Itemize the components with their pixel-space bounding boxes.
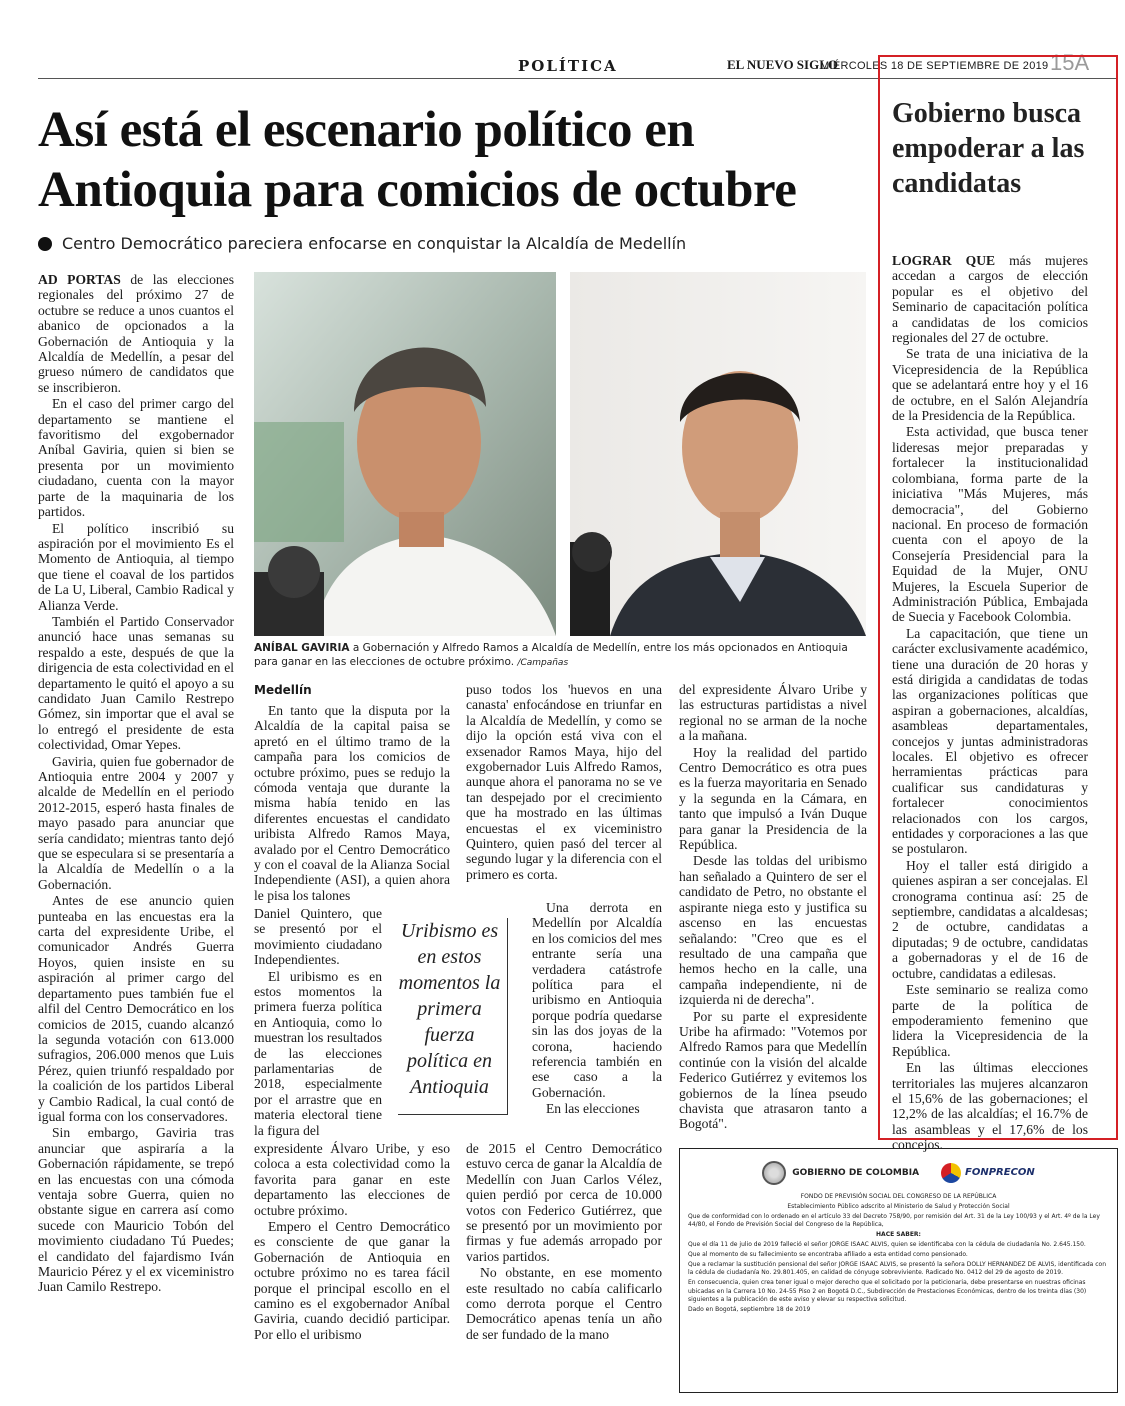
paragraph: LOGRAR QUE más mujeres accedan a cargos de elección popular es el objetivo del Seminario de capacitación política a candidatas de los comicios regionales del 27 de octubre.	[892, 253, 1088, 346]
paragraph: No obstante, en ese momento este resultado no cabía calificarlo como derrota porque el Centro Democrático apenas tenía un año de ser fundado de la mano	[466, 1265, 662, 1342]
paragraph: En tanto que la disputa por la Alcaldía de la capital paisa se apretó en el último tramo de la campaña para los comicios de octubre próximo, pues se redujo la cómoda ventaja que durante la misma había tenido en las diferentes encuestas el candidato uribista Alfredo Ramos Maya, avalado por el Centro Democrático y con el coaval de la Alianza Social Independiente (ASI), a quien ahora le pisa los talones	[254, 703, 450, 903]
lead-in: AD PORTAS	[38, 272, 121, 287]
paragraph: Este seminario se realiza como parte de la política de empoderamiento femenino que lidera la Vicepresidencia de la República.	[892, 982, 1088, 1059]
column-2-top	[254, 703, 450, 904]
notice-item: Que el día 11 de julio de 2019 falleció el señor JORGE ISAAC ALVIS, quien se identificaba con la cédula de ciudadanía No. 2.645.150.	[688, 1241, 1086, 1249]
paragraph: Gaviria, quien fue gobernador de Antioquia entre 2004 y 2007 y alcalde de Medellín en el periodo 2012-2015, esperó hasta finales de mayo pasado para anunciar que sería candidato; mientras tanto dejó que se especulara si se presentaría a la Alcaldía de Medellín o a la Gobernación.	[38, 753, 234, 892]
paragraph: Antes de ese anuncio quien punteaba en las encuestas era la carta del expresidente Uribe, el comunicador Andrés Guerra Hoyos, quien insiste en su aspiración al primer cargo del departamento pues también fue el alfil del Centro Democrático en los comicios de 2015, cuando alcanzó la segunda votación con 613.000 sufragios, 206.000 menos que Luis Pérez, quien triunfó respaldado por la coalición de los partidos Liberal y Cambio Radical, la cual contó de igual forma con los conservadores.	[38, 893, 234, 1124]
fonprecon-logo: FONPRECON	[941, 1163, 1035, 1183]
paragraph: Empero el Centro Democrático es consciente de que ganar la Gobernación de Antioquia en octubre próximo no es tarea fácil porque el principal escollo en el camino es el exgobernador Aníbal Gaviria, cuando decidió participar. Por ello el uribismo	[254, 1219, 450, 1342]
paragraph: Sin embargo, Gaviria tras anunciar que aspiraría a la Gobernación rápidamente, se trepó en las encuestas con una cómoda ventaja sobre Guerra, quien no obstante sigue en carrera así como sucede con Mauricio Tobón del movimiento ciudadano Tú Puedes; el candidato del fajardismo Iván Mauricio Pérez y el ex viceministro Juan Camilo Restrepo.	[38, 1125, 234, 1295]
paragraph: En las elecciones	[546, 1101, 640, 1117]
sidebar-lead-in: LOGRAR QUE	[892, 253, 996, 268]
paragraph: de 2015 el Centro Democrático estuvo cerca de ganar la Alcaldía de Medellín con Juan Carlos Vélez, quien perdió por cerca de 10.000 votos con Federico Gutiérrez, que se presentó por un movimiento por firmas y fue además arropado por varios partidos.	[466, 1141, 662, 1264]
subhead-text: Centro Democrático pareciera enfocarse en conquistar la Alcaldía de Medellín	[62, 234, 687, 253]
photo-anibal-gaviria	[254, 272, 556, 636]
paragraph: Hoy la realidad del partido Centro Democrático es otra pues es la fuerza mayoritaria en Senado y la segunda en la Cámara, en tanto que impulsó a Iván Duque para ganar la Presidencia de la República.	[679, 744, 867, 853]
sidebar-body	[892, 253, 1088, 1154]
column-2-narrow	[254, 906, 382, 1139]
pull-quote: Uribismo es en estos momentos la primera fuerza política en Antioquia	[398, 918, 508, 1115]
paragraph: En el caso del primer cargo del departamento se mantiene el favoritismo del exgobernador Aníbal Gaviria, quien si bien se presenta por un movimiento ciudadano, cuenta con la mayor parte de la maquinaria de los partidos.	[38, 396, 234, 520]
paragraph: Esta actividad, que busca tener lideresas mejor preparadas y fortalecer la institucionalidad colombiana, forma parte de la iniciativa "Más Mujeres, más democracia", del Gobierno nacional. En proceso de formación cuenta con el apoyo de la Consejería Presidencial para la Equidad de la Mujer, ONU Mujeres, la Escuela Superior de Administración Pública, Embajada de Suecia y Facebook Colombia.	[892, 424, 1088, 625]
photo-caption: ANÍBAL GAVIRIA a Gobernación y Alfredo Ramos a Alcaldía de Medellín, entre los más opcionados en Antioquia para ganar en las elecciones de octubre próximo. /Campañas	[254, 642, 848, 668]
column-3-top	[466, 682, 662, 883]
notice-hace-saber: HACE SABER:	[876, 1231, 921, 1239]
paragraph: puso todos los 'huevos en una canasta' enfocándose en triunfar en la Alcaldía de Medellín, y como se dijo la opción está viva con el exsenador Ramos Maya, hijo del exgobernador Luis Alfredo Ramos, aunque ahora el panorama no se ve tan despejado por el crecimiento que ha mostrado en las últimas encuestas el ex viceministro Quintero, quien pasó del tercer al segundo lugar y la diferencia con el primero es corta.	[466, 682, 662, 882]
gobierno-logo: GOBIERNO DE COLOMBIA	[762, 1161, 919, 1185]
paragraph: Hoy el taller está dirigido a quienes aspiran a ser concejalas. El cronograma continua así: 25 de septiembre, candidatas a alcaldesas; 2 de octubre, candidatas a diputadas; 9 de octubre, candidatas a gobernadoras y el de 16 de octubre, candidatas a edilesas.	[892, 857, 1088, 981]
fonprecon-mark-icon	[941, 1163, 961, 1183]
paragraph: También el Partido Conservador anunció hace unas semanas su respaldo a este, después de que la dirigencia de esta colectividad en el departamento le quitó el apoyo a su candidato Juan Camilo Restrepo Gómez, sin importar que el aval se lo entregó el presidente de esta colectividad, Omar Yepes.	[38, 613, 234, 753]
subtitle-medellin: Medellín	[254, 683, 312, 697]
paragraph: El uribismo es en estos momentos la primera fuerza política en Antioquia, como lo muestran los resultados de las elecciones parlamentarias de 2018, especialmente por el arrastre que en materia electoral tiene la figura del	[254, 968, 382, 1138]
sidebar-title: Gobierno busca empoderar a las candidatas	[892, 98, 1085, 199]
notice-item: Que al momento de su fallecimiento se encontraba afiliado a esta entidad como pensionado.	[688, 1250, 968, 1258]
column-4	[679, 682, 867, 1133]
photo-credit: /Campañas	[517, 658, 569, 668]
column-3-bottom	[466, 1141, 662, 1343]
paragraph: Una derrota en Medellín por Alcaldía en los comicios del mes entrante sería una verdadera catástrofe política para el uribismo en Antioquia porque podría quedarse sin las dos joyas de la corona, haciendo referencia también en ese caso a la Gobernación.	[532, 900, 662, 1100]
paragraph: Desde las toldas del uribismo han señalado a Quintero de ser el candidato de Petro, no obstante el aspirante niega esto y justifica su ascenso en las encuestas señalando: "Creo que es el resultado de una campaña que hemos hecho en la calle, una campaña independiente, ni de izquierda ni de derecha".	[679, 853, 867, 1008]
masthead: EL NUEVO SIGLO	[727, 57, 838, 72]
paragraph: AD PORTAS de las elecciones regionales del próximo 27 de octubre se reduce a unos cuantos el abanico de opcionados a la Gobernación de Antioquia y la Alcaldía de Medellín, a pesar del grueso número de candidatos que se inscribieron.	[38, 272, 234, 395]
legal-notice	[679, 1148, 1118, 1393]
column-2-bottom	[254, 1141, 450, 1343]
paragraph: En las últimas elecciones territoriales las mujeres alcanzaron el 15,6% de las gobernaciones; el 12,2% de las alcaldías; el 16.7% de las asambleas y el 17,6% de los concejos.	[892, 1060, 1088, 1153]
dateline: MIÉRCOLES 18 DE SEPTIEMBRE DE 2019	[820, 60, 1049, 72]
notice-org: FONDO DE PREVISIÓN SOCIAL DEL CONGRESO DE LA REPÚBLICA	[800, 1193, 997, 1200]
notice-logos	[688, 1155, 1109, 1191]
headline: Así está el escenario político en Antioquia para comicios de octubre	[38, 102, 797, 218]
paragraph: Se trata de una iniciativa de la Vicepresidencia de la República que se adelantará entre hoy y el 16 de octubre, en el Salón Alejandría de la Presidencia de la República.	[892, 346, 1088, 424]
notice-item: En consecuencia, quien crea tener igual o mejor derecho que el solicitado por la peticionaria, debe presentarse en nuestras oficinas ubicadas en la Carrera 10 No. 24-55 Piso 2 en Bogotá D.C., Subdirección de Prestaciones Económicas, dentro de los treinta días (30) siguientes a la publicación de este aviso y elevar su respectiva solicitud.	[688, 1279, 1087, 1303]
paragraph: del expresidente Álvaro Uribe y las estructuras partidistas a nivel regional no se arman de la noche a la mañana.	[679, 682, 867, 744]
paragraph: La capacitación, que tiene un carácter exclusivamente académico, tiene una duración de 20 horas y está dirigida a candidatas de todas las organizaciones políticas que aspiran a gobernaciones, alcaldías, asambleas departamentales, concejos y juntas administradoras locales. El objetivo es ofrecer herramientas prácticas para cualificar sus candidaturas y fortalecer conocimientos relacionados con los cargos, entidades y corporaciones a las que se postularon.	[892, 625, 1088, 857]
paragraph: Daniel Quintero, que se presentó por el movimiento ciudadano Independientes.	[254, 906, 382, 968]
notice-item: Dado en Bogotá, septiembre 18 de 2019	[688, 1305, 811, 1313]
page-number: 15A	[1050, 50, 1090, 75]
subhead	[38, 234, 868, 253]
column-1	[38, 272, 234, 1296]
notice-item: Que a reclamar la sustitución pensional del señor JORGE ISAAC ALVIS, se presentó la señora DOLLY HERNANDEZ DE ALVIS, identificada con la cédula de ciudadanía No. 29.801.405, en calidad de cónyuge sobreviviente. Radicado No. 0412 del 29 de agosto de 2019.	[688, 1260, 1107, 1277]
paragraph: expresidente Álvaro Uribe, y eso coloca a esta colectividad como la favorita para ganar en este departamento las elecciones de octubre próximo.	[254, 1141, 450, 1218]
caption-lead: ANÍBAL GAVIRIA	[254, 642, 350, 654]
column-3-narrow	[532, 900, 662, 1118]
bullet-icon	[38, 237, 52, 251]
coat-of-arms-icon	[762, 1161, 786, 1185]
notice-org-sub: Establecimiento Público adscrito al Ministerio de Salud y Protección Social	[787, 1202, 1010, 1210]
paragraph: Por su parte el expresidente Uribe ha afirmado: "Votemos por Alfredo Ramos para que Medellín continúe con la visión del alcalde Federico Gutiérrez y evitemos los gobiernos de la línea pseudo chavista que atrasaron tanto a Bogotá".	[679, 1008, 867, 1132]
photo-alfredo-ramos	[570, 272, 866, 636]
section-label: POLÍTICA	[518, 57, 618, 75]
notice-intro: Que de conformidad con lo ordenado en el artículo 33 del Decreto 758/90, por remisión del Art. 31 de la Ley 100/93 y el Art. 4º de la Ley 44/80, el Fondo de Previsión Social del Congreso de la República,	[688, 1212, 1100, 1229]
paragraph: El político inscribió su aspiración por el movimiento Es el Momento de Antioquia, al tiempo que tiene el coaval de los partidos de La U, Liberal, Cambio Radical y Alianza Verde.	[38, 520, 234, 613]
